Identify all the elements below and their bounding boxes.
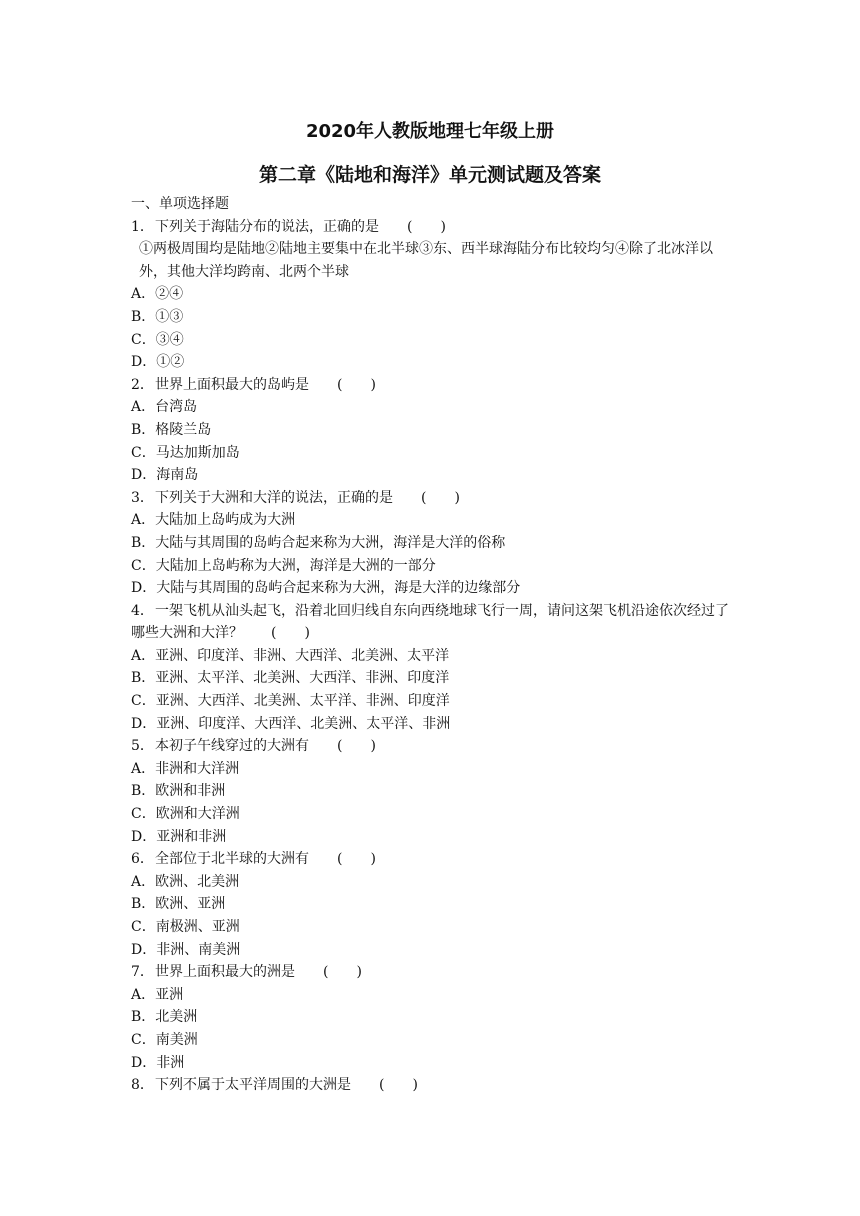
question-number: 4． [131, 602, 154, 619]
question-number: 6． [131, 851, 154, 868]
option-a: A．亚洲、印度洋、非洲、大西洋、北美洲、太平洋 [131, 647, 450, 664]
question-stem: 下列关于海陆分布的说法，正确的是 ( ) [155, 218, 446, 235]
option-a: A．②④ [131, 286, 184, 303]
option-c: C．③④ [131, 331, 184, 348]
question-number: 7． [131, 964, 154, 981]
question-number: 5． [131, 738, 154, 755]
question-6 [131, 848, 731, 871]
option-c: C．欧洲和大洋洲 [131, 806, 240, 823]
option-d: D．非洲、南美洲 [131, 941, 241, 958]
question-stem: 一架飞机从汕头起飞，沿着北回归线自东向西绕地球飞行一周，请问这架飞机沿途依次经过了哪些大洲和大洋？ ( ) [131, 602, 729, 642]
option-d: D．亚洲、印度洋、大西洋、北美洲、太平洋、非洲 [131, 715, 451, 732]
section-heading: 一、单项选择题 [131, 196, 229, 212]
question-stem: 下列关于大洲和大洋的说法，正确的是 ( ) [155, 489, 460, 506]
question-stem: 下列不属于太平洋周围的大洲是 ( ) [155, 1077, 418, 1094]
option-b: B．欧洲、亚洲 [131, 896, 226, 913]
question-3 [131, 487, 731, 510]
option-a: A．亚洲 [131, 986, 184, 1003]
document-body [131, 193, 731, 1097]
option-a: A．台湾岛 [131, 399, 198, 416]
question-2 [131, 374, 731, 397]
question-number: 3． [131, 489, 154, 506]
option-d: D．非洲 [131, 1054, 185, 1071]
question-7 [131, 961, 731, 984]
option-b: B．欧洲和非洲 [131, 783, 226, 800]
option-c: C．南极洲、亚洲 [131, 919, 240, 935]
question-number: 8． [131, 1077, 154, 1094]
question-1 [131, 216, 731, 239]
option-c: C．马达加斯加岛 [131, 444, 240, 461]
question-stem: 全部位于北半球的大洲有 ( ) [155, 851, 376, 868]
option-a: A．大陆加上岛屿成为大洲 [131, 512, 296, 529]
option-a: A．非洲和大洋洲 [131, 760, 240, 777]
option-b: B．格陵兰岛 [131, 421, 212, 438]
option-d: D．亚洲和非洲 [131, 828, 227, 845]
option-c: C．大陆加上岛屿称为大洲，海洋是大洲的一部分 [131, 557, 436, 574]
option-b: B．大陆与其周围的岛屿合起来称为大洲，海洋是大洋的俗称 [131, 534, 506, 551]
option-b: B．亚洲、太平洋、北美洲、大西洋、非洲、印度洋 [131, 670, 450, 687]
question-5 [131, 735, 731, 758]
document-subtitle: 第二章《陆地和海洋》单元测试题及答案 [258, 164, 601, 186]
question-1-note: ①两极周围均是陆地②陆地主要集中在北半球③东、西半球海陆分布比较均匀④除了北冰洋以外，其他大洋均跨南、北两个半球 [139, 241, 713, 280]
option-c: C．亚洲、大西洋、北美洲、太平洋、非洲、印度洋 [131, 693, 450, 710]
document-title: 2020年人教版地理七年级上册 [305, 121, 555, 142]
question-number: 1． [131, 218, 154, 235]
option-c: C．南美洲 [131, 1031, 198, 1048]
question-4 [131, 600, 731, 645]
option-b: B．①③ [131, 308, 184, 325]
option-d: D．①② [131, 354, 185, 371]
question-8 [131, 1074, 731, 1097]
option-a: A．欧洲、北美洲 [131, 873, 240, 890]
option-b: B．北美洲 [131, 1009, 198, 1026]
question-number: 2． [131, 376, 154, 393]
question-stem: 世界上面积最大的洲是 ( ) [155, 964, 362, 981]
question-stem: 本初子午线穿过的大洲有 ( ) [155, 738, 376, 755]
option-d: D．海南岛 [131, 467, 199, 484]
question-stem: 世界上面积最大的岛屿是 ( ) [155, 376, 376, 393]
option-d: D．大陆与其周围的岛屿合起来称为大洲，海是大洋的边缘部分 [131, 580, 521, 597]
